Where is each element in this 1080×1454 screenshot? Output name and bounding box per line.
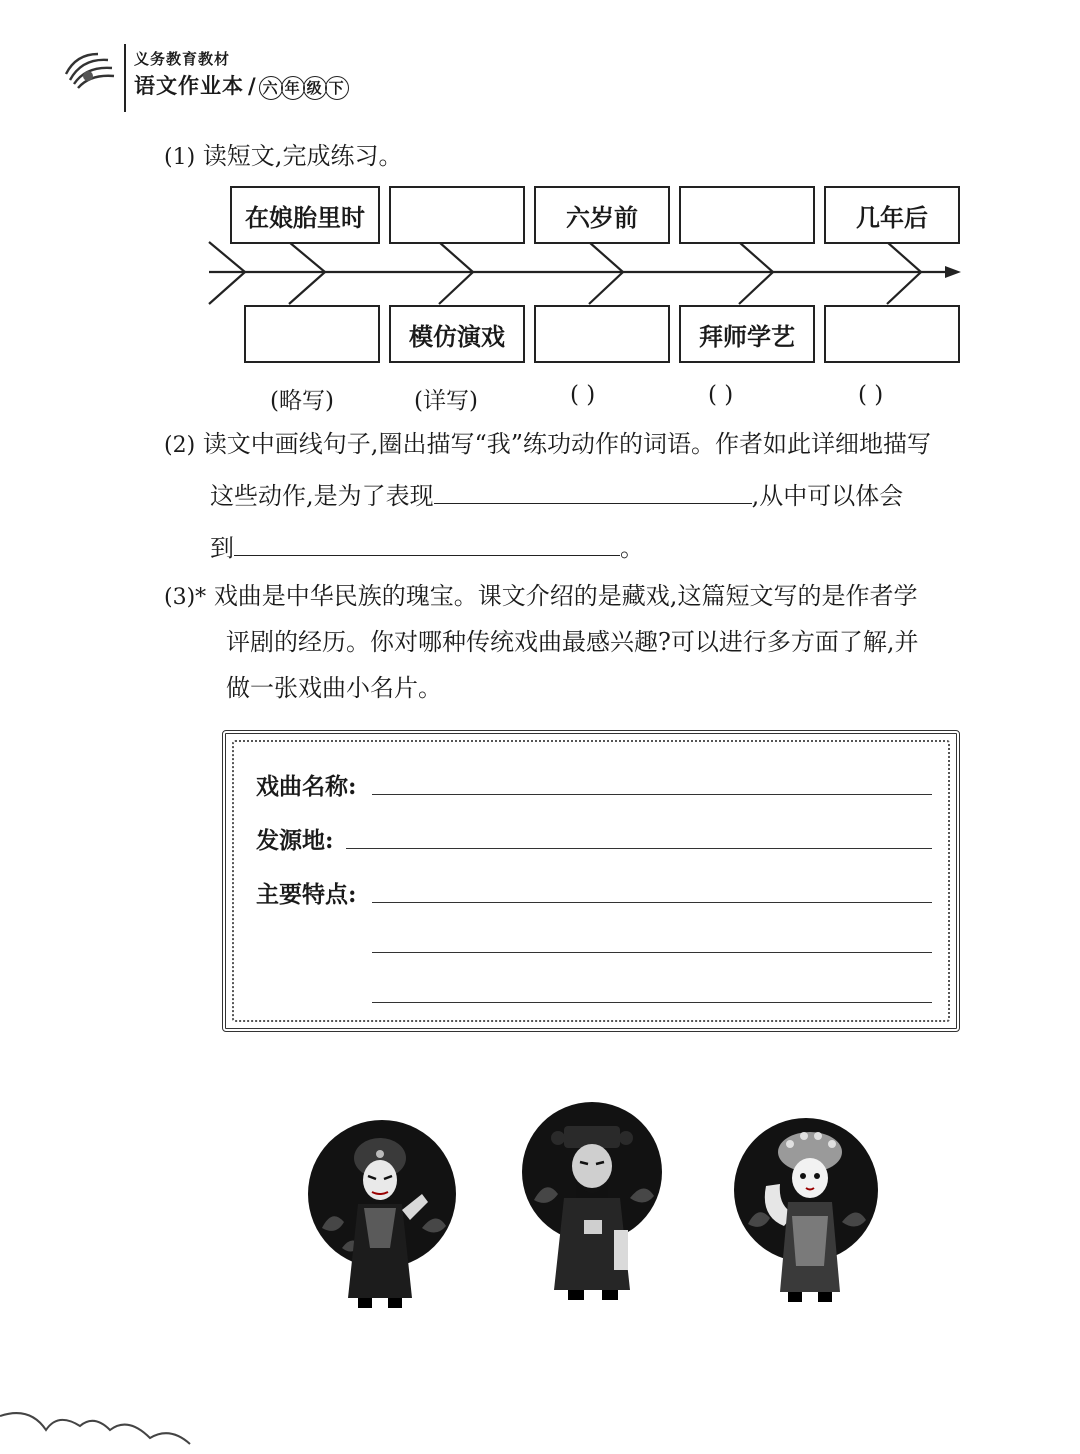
timeline-bottom-box-4: 拜师学艺: [679, 305, 815, 363]
q3-text-3: 做一张戏曲小名片。: [226, 674, 442, 702]
q1-prompt: 读短文,完成练习。: [202, 142, 403, 170]
q2-text-2-pre: 这些动作,是为了表现: [210, 482, 434, 510]
timeline-bottom-box-2: 模仿演戏: [389, 305, 525, 363]
q1-prompt-line: [164, 144, 402, 169]
q2-text-3-post: 。: [620, 534, 644, 562]
opera-name-input[interactable]: [372, 794, 932, 795]
annotation-2: (详写): [414, 388, 478, 414]
q2-number: (2): [164, 433, 196, 458]
publisher-logo: [62, 50, 120, 96]
annotation-3[interactable]: ( ): [570, 382, 596, 408]
timeline-top-box-2[interactable]: [389, 186, 525, 244]
q2-text-1: 读文中画线句子,圈出描写“我”练功动作的词语。作者如此详细地描写: [202, 430, 931, 458]
cloud-decoration: [0, 1400, 240, 1454]
series-title: 义务教育教材: [134, 50, 231, 68]
q2-text-3-pre: 到: [210, 534, 234, 562]
grade-char-3: 级: [303, 76, 327, 100]
q2-line-2: [210, 484, 903, 508]
opera-character-1-illustration: [302, 1118, 462, 1318]
timeline-bottom-box-1[interactable]: [244, 305, 380, 363]
opera-character-2-illustration: [518, 1100, 668, 1306]
book-title: [134, 70, 349, 100]
opera-card: [222, 730, 960, 1032]
grade-char-1: 六: [259, 76, 283, 100]
q2-answer-blank-1[interactable]: [434, 503, 752, 504]
features-input-line-3[interactable]: [372, 1002, 932, 1003]
features-input-line-2[interactable]: [372, 952, 932, 953]
q3-text-1: 戏曲是中华民族的瑰宝。课文介绍的是藏戏,这篇短文写的是作者学: [213, 582, 918, 610]
opera-character-3-illustration: [726, 1116, 886, 1312]
header-divider: [124, 44, 126, 112]
timeline-top-box-4[interactable]: [679, 186, 815, 244]
timeline-bottom-box-3[interactable]: [534, 305, 670, 363]
title-separator: /: [248, 73, 257, 98]
q2-line-3: [210, 536, 644, 560]
timeline-top-box-3: 六岁前: [534, 186, 670, 244]
q3-text-2: 评剧的经历。你对哪种传统戏曲最感兴趣?可以进行多方面了解,并: [226, 628, 919, 656]
grade-char-4: 下: [325, 76, 349, 100]
timeline-top-box-5: 几年后: [824, 186, 960, 244]
annotation-4[interactable]: ( ): [708, 382, 734, 408]
opera-name-label: 戏曲名称:: [256, 773, 357, 800]
q2-text-2-post: ,从中可以体会: [751, 482, 904, 510]
q2-answer-blank-2[interactable]: [234, 555, 620, 556]
annotation-1: (略写): [270, 388, 334, 414]
q2-line-1: [164, 432, 931, 457]
q3-number: (3)*: [164, 585, 207, 610]
q1-number: (1): [164, 145, 196, 170]
book-name: 语文作业本: [134, 73, 244, 98]
features-label: 主要特点:: [256, 881, 357, 908]
timeline-arrow: [205, 240, 970, 308]
timeline-bottom-box-5[interactable]: [824, 305, 960, 363]
origin-label: 发源地:: [256, 827, 334, 854]
grade-char-2: 年: [281, 76, 305, 100]
features-input-line-1[interactable]: [372, 902, 932, 903]
annotation-5[interactable]: ( ): [858, 382, 884, 408]
origin-input[interactable]: [346, 848, 932, 849]
timeline-top-box-1: 在娘胎里时: [230, 186, 380, 244]
q3-line-1: [164, 584, 917, 609]
